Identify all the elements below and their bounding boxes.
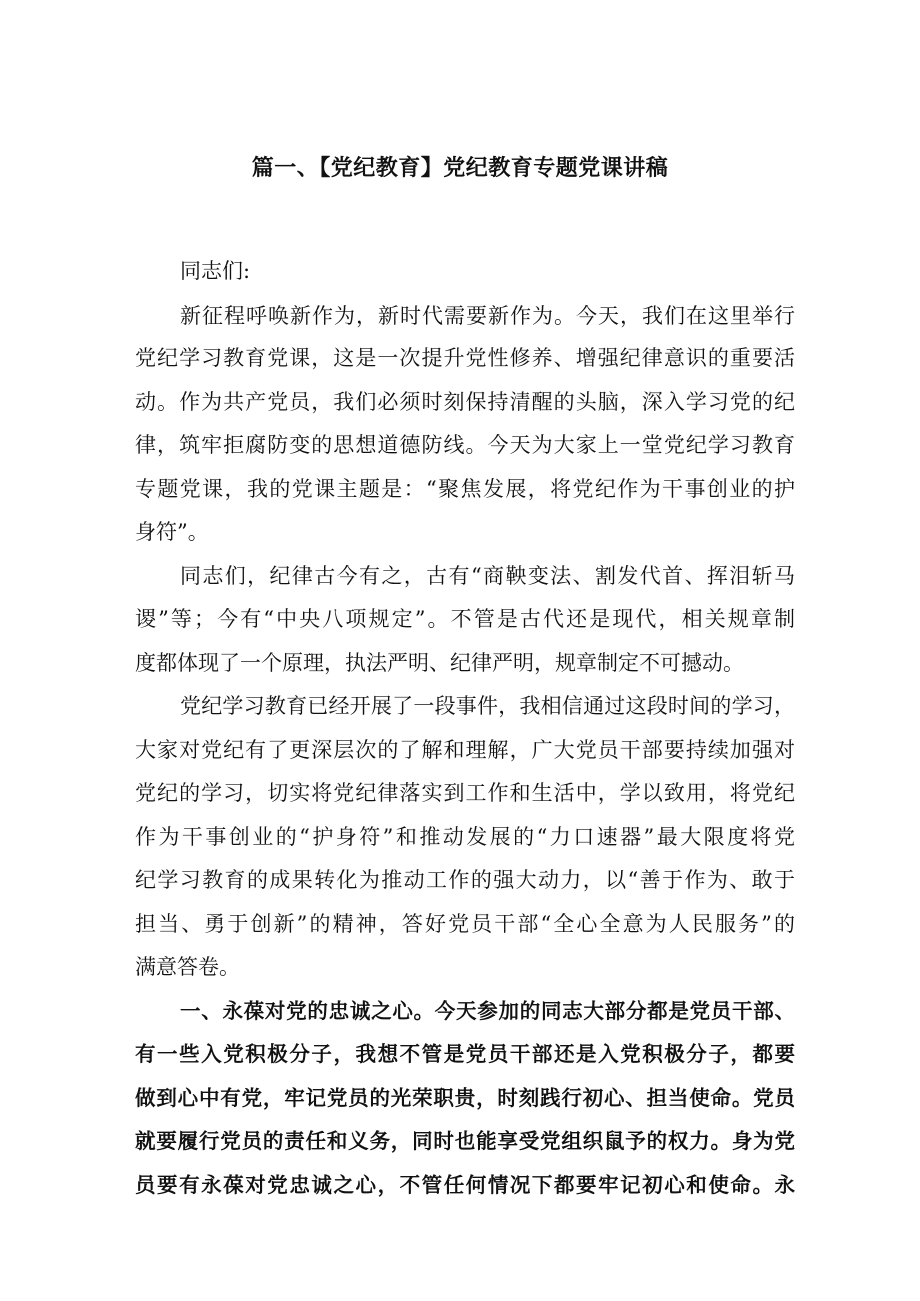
paragraph-line: 谡”等；今有“中央八项规定”。不管是古代还是现代，相关规章制 [135,607,795,631]
paragraph-line: 身符”。 [135,520,209,544]
paragraph-line: 党纪学习教育党课，这是一次提升党性修养、增强纪律意识的重要活 [135,346,795,370]
paragraph-line: 大家对党纪有了更深层次的了解和理解，广大党员干部要持续加强对 [135,738,795,762]
section-line: 有一些入党积极分子，我想不管是党员干部还是入党积极分子，都要 [135,1042,795,1066]
section-line: 就要履行党员的责任和义务，同时也能享受党组织鼠予的权力。身为党 [135,1129,795,1153]
paragraph-line: 度都体现了一个原理，执法严明、纪律严明，规章制定不可撼动。 [135,651,744,675]
section-line: 做到心中有党，牢记党员的光荣职贵，时刻践行初心、担当使命。党员 [135,1086,795,1110]
paragraph-line: 动。作为共产党员，我们必须时刻保持清醒的头脑，深入学习党的纪 [135,390,795,414]
paragraph-line: 专题党课，我的党课主题是：“聚焦发展，将党纪作为干事创业的护 [135,477,795,501]
document-title: 篇一、【党纪教育】党纪教育专题党课讲稿 [251,155,669,181]
greeting: 同志们: [180,259,251,283]
paragraph-line: 担当、勇于创新”的精神，答好党员干部“全心全意为人民服务”的 [135,912,795,936]
paragraph-line: 满意答卷。 [135,955,240,979]
paragraph-line: 律，筑牢拒腐防变的思想道德防线。今天为大家上一堂党纪学习教育 [135,433,795,457]
paragraph-line: 同志们，纪律古今有之，古有“商鞅变法、割发代首、挥泪斩马 [180,564,795,588]
paragraph-line: 党纪学习教育已经开展了一段事件，我相信通过这段时间的学习， [180,694,795,718]
section-line: 员要有永葆对党忠诚之心，不管任何情况下都要牢记初心和使命。永 [135,1173,795,1197]
paragraph-line: 新征程呼唤新作为，新时代需要新作为。今天，我们在这里举行 [180,304,795,328]
section-line: 一、永葆对党的忠诚之心。今天参加的同志大部分都是党员干部、 [180,999,795,1023]
paragraph-line: 纪学习教育的成果转化为推动工作的强大动力，以“善于作为、敢于 [135,868,795,892]
paragraph-line: 作为干事创业的“护身符”和推动发展的“力口速器”最大限度将党 [135,825,795,849]
paragraph-line: 党纪的学习，切实将党纪律落实到工作和生活中，学以致用，将党纪 [135,781,795,805]
